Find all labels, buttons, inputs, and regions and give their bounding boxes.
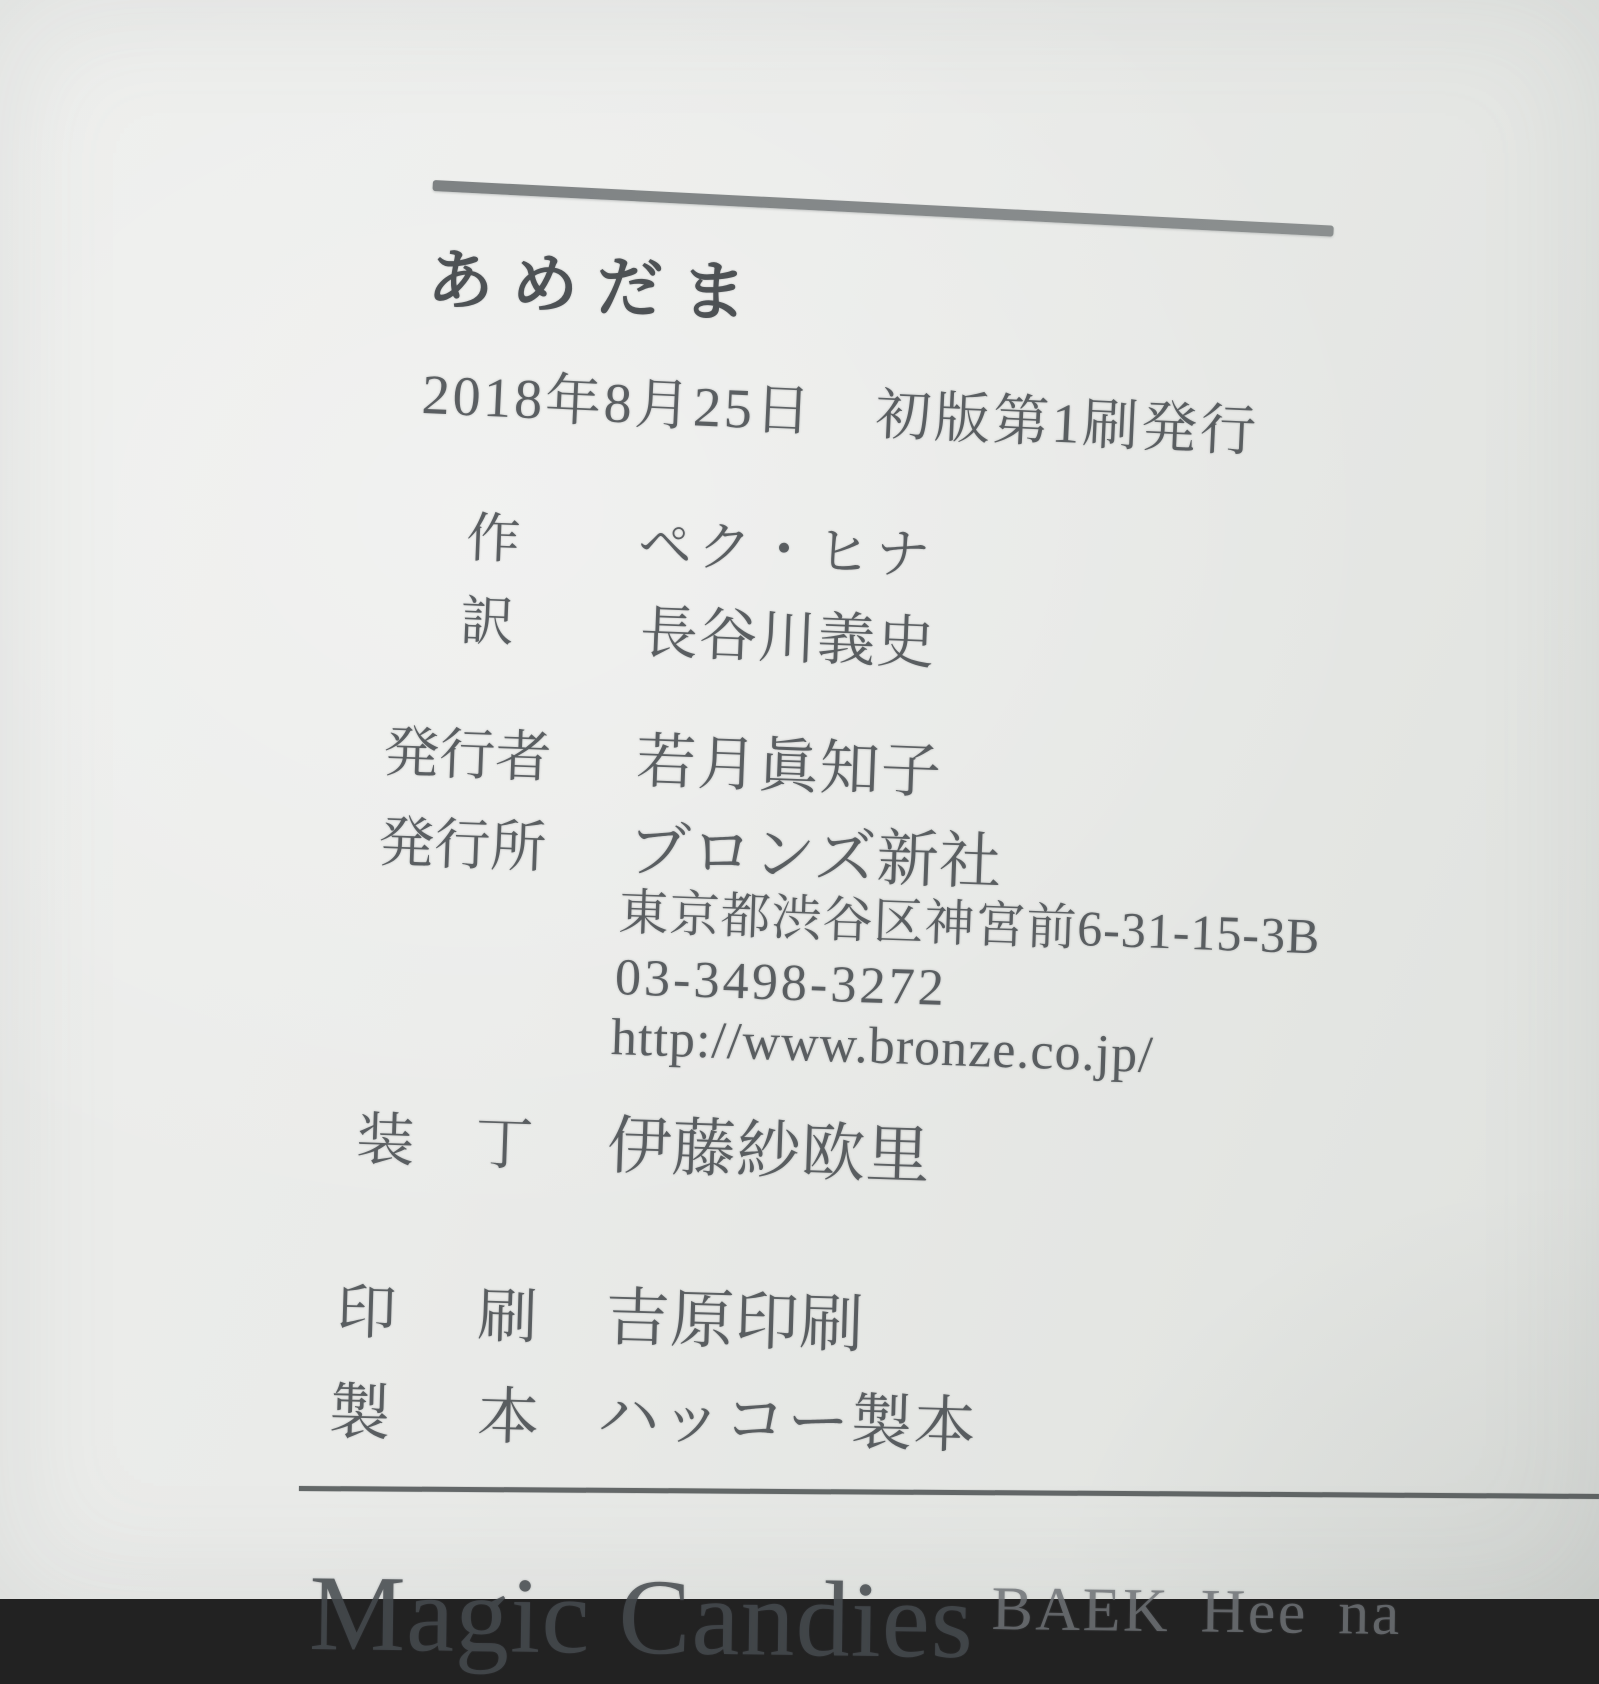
credit-label-printer: 印刷: [335, 1278, 620, 1354]
publication-date: 2018年8月25日: [420, 363, 815, 444]
credit-label-translator: 訳: [459, 590, 516, 654]
credit-value-printer: 吉原印刷: [604, 1281, 866, 1361]
edition-statement: 初版第1刷発行: [874, 384, 1261, 464]
credit-value-publisher-company: ブロンズ新社: [627, 816, 1004, 898]
credit-value-designer: 伊藤紗欧里: [606, 1110, 932, 1192]
credit-label-author: 作: [465, 507, 522, 571]
credit-row-designer: [355, 1092, 932, 1192]
credit-row-printer: [335, 1264, 866, 1361]
credit-label-publisher-company: 発行所: [377, 811, 548, 881]
publisher-address: 東京都渋谷区神宮前6-31-15-3B: [617, 883, 1322, 965]
english-author: BAEK Hee na: [991, 1574, 1403, 1649]
credit-row-binder: [327, 1362, 978, 1462]
credit-value-binder: ハッコー製本: [596, 1382, 978, 1462]
publisher-phone: 03-3498-3272: [614, 948, 948, 1017]
credit-label-publisher-person: 発行者: [382, 721, 553, 791]
credit-value-author: ペク・ヒナ: [637, 514, 937, 586]
credit-row-publisher-person: [382, 708, 944, 806]
edition-line: [420, 350, 1260, 468]
footer-divider-rule: [299, 1486, 1599, 1499]
credit-label-binder: 製本: [327, 1378, 628, 1456]
publisher-url: http://www.bronze.co.jp/: [610, 1008, 1155, 1084]
credit-value-translator: 長谷川義史: [638, 599, 937, 677]
credit-row-author: [465, 495, 937, 586]
credit-label-designer: 装丁: [355, 1106, 596, 1180]
top-divider-rule: [432, 180, 1333, 237]
spacer: [813, 431, 875, 434]
credit-row-publisher-company: [377, 798, 1004, 898]
credit-value-publisher-person: 若月眞知子: [635, 728, 944, 806]
english-title: Magic Candies: [308, 1553, 975, 1682]
book-title: あめだま: [426, 243, 767, 332]
credit-row-translator: [459, 578, 937, 677]
